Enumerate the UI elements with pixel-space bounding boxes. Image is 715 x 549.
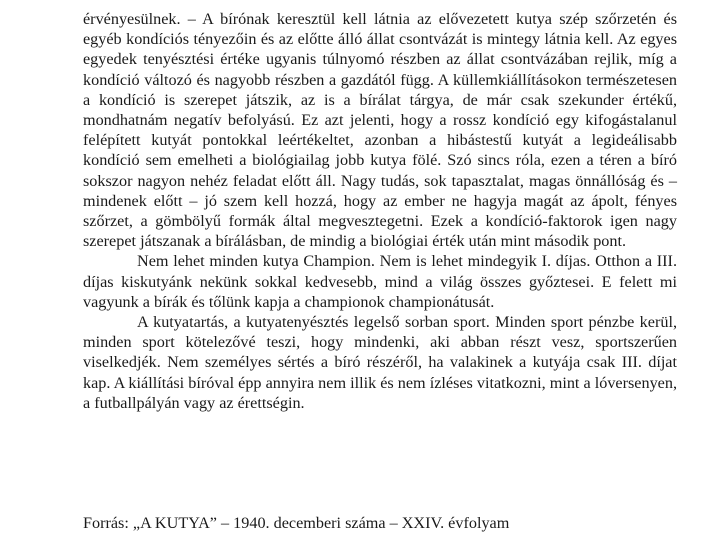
source-citation: Forrás: „A KUTYA” – 1940. decemberi száma – XXIV. évfolyam bbox=[83, 514, 510, 532]
paragraph-3: A kutyatartás, a kutyatenyésztés legelső sorban sport. Minden sport pénzbe kerül, minden sport kötelezővé teszi, hogy mindenki, aki abban részt vesz, sportszerűen viselkedjék. Nem személyes sértés a bíró részéről, ha valakinek a kutyája csak III. díjat kap. A kiállítási bíróval épp annyira nem illik és nem ízléses vitatkozni, mint a lóversenyen, a futballpályán vagy az érettségin. bbox=[83, 313, 677, 412]
paragraph-1: érvényesülnek. – A bírónak keresztül kell látnia az elővezetett kutya szép szőrzetén és egyéb kondíciós tényezőin és az előtte álló állat csontvázát is mintegy látnia kell. Az egyes egyedek tenyésztési értéke ugyanis túlnyomó részben az állat csontvázában rejlik, míg a kondíció változó és nagyobb részben a gazdától függ. A küllemkiállításokon természetesen a kondíció is szerepet játszik, az is a bírálat tárgya, de már csak szekunder értékű, mondhatnám negatív befolyású. Ez azt jelenti, hogy a rossz kondíció egy kifogástalanul felépített kutyát pontokkal leértékeltet, azonban a hibástestű kutyát a legideálisabb kondíció sem emelheti a biológiailag jobb kutya fölé. Szó sincs róla, ezen a téren a bíró sokszor nagyon nehéz feladat előtt áll. Nagy tudás, sok tapasztalat, magas önnállóság és – mindenek előtt – jó szem kell hozzá, hogy az ember ne hagyja magát az ápolt, fényes szőrzet, a gömbölyű formák által megvesztegetni. Ezek a kondíció-faktorok igen nagy szerepet játszanak a bírálásban, de mindig a biológiai érték után mint második pont. bbox=[83, 10, 677, 251]
article-body bbox=[83, 9, 677, 413]
paragraph-2: Nem lehet minden kutya Champion. Nem is lehet mindegyik I. díjas. Otthon a III. díjas kiskutyánk nekünk sokkal kedvesebb, mind a világ összes győztesei. E felett mi vagyunk a bírák és tőlünk kapja a championok championátusát. bbox=[83, 252, 677, 311]
